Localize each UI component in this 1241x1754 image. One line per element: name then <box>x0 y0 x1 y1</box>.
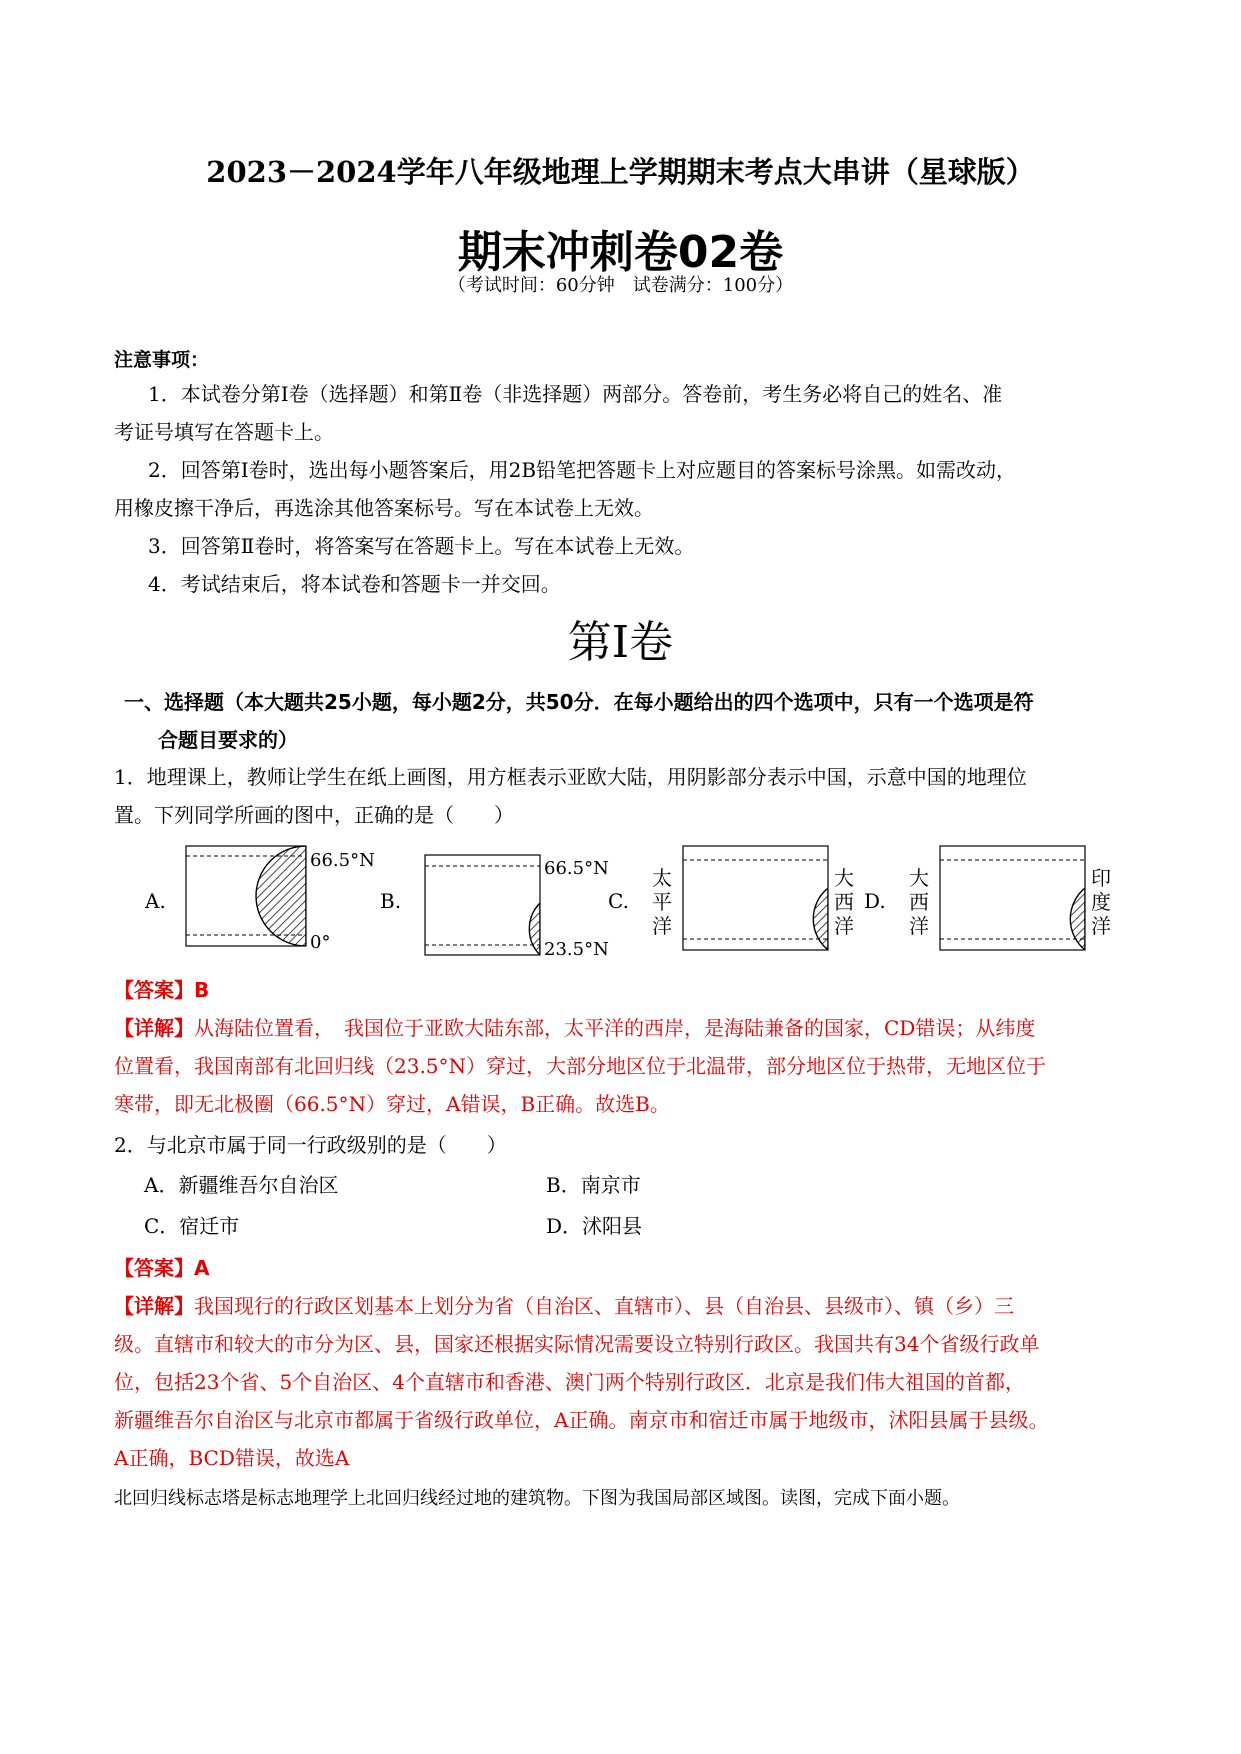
explanation-label: 【详解】 <box>114 1294 194 1318</box>
option-c-right-ocean-char: 西 <box>834 890 854 914</box>
section-heading: 一、选择题（本大题共25小题，每小题2分，共50分．在每小题给出的四个选项中，只有一个选项是符 <box>124 690 1034 714</box>
explanation-text: 从海陆位置看， 我国位于亚欧大陆东部，太平洋的西岸，是海陆兼备的国家，CD错误；从纬度 <box>194 1016 1036 1040</box>
option-b-frame <box>425 855 540 955</box>
option-d-left-ocean-char: 大 <box>909 866 929 890</box>
option-d-label: D. <box>864 889 886 913</box>
q2-stem: 2．与北京市属于同一行政级别的是（ ） <box>114 1133 507 1157</box>
q2-explanation-line: A正确，BCD错误，故选A <box>114 1446 350 1470</box>
q1-answer: 【答案】B <box>114 978 210 1002</box>
option-a-label: A. <box>145 889 166 913</box>
option-c-china-shape <box>813 888 828 950</box>
q2-option-b: B．南京市 <box>546 1173 641 1197</box>
q2-option-a: A．新疆维吾尔自治区 <box>144 1173 339 1197</box>
notice-line: 1．本试卷分第Ⅰ卷（选择题）和第Ⅱ卷（非选择题）两部分。答卷前，考生务必将自己的姓名、准 <box>148 382 1003 406</box>
notice-line: 用橡皮擦干净后，再选涂其他答案标号。写在本试卷上无效。 <box>114 496 654 520</box>
option-d-frame <box>940 846 1085 950</box>
exam-info: （考试时间：60分钟 试卷满分：100分） <box>447 275 794 296</box>
exam-title: 2023－2024学年八年级地理上学期期末考点大串讲（星球版） <box>206 155 1035 189</box>
q2-option-c: C．宿迁市 <box>144 1214 240 1238</box>
notice-line: 3．回答第Ⅱ卷时，将答案写在答题卡上。写在本试卷上无效。 <box>148 534 695 558</box>
q2-explanation-line: 级。直辖市和较大的市分为区、县，国家还根据实际情况需要设立特别行政区。我国共有34个省级行政单 <box>114 1332 1040 1356</box>
q2-explanation <box>114 1287 1014 1325</box>
option-c-left-ocean-char: 平 <box>652 890 672 914</box>
notice-heading: 注意事项： <box>114 349 210 371</box>
explanation-label: 【详解】 <box>114 1016 194 1040</box>
option-c-left-ocean-char: 太 <box>652 866 672 890</box>
exam-subtitle: 期末冲刺卷02卷 <box>457 227 784 278</box>
section-heading-cont: 合题目要求的） <box>158 728 298 752</box>
option-c-left-ocean-char: 洋 <box>652 914 672 938</box>
q1-explanation <box>114 1009 1035 1047</box>
q2-option-d: D．沭阳县 <box>546 1214 643 1238</box>
option-c-frame <box>683 846 828 950</box>
material-intro: 北回归线标志塔是标志地理学上北回归线经过地的建筑物。下图为我国局部区域图。读图，完成下面小题。 <box>114 1488 960 1509</box>
option-a-bottom-label: 0° <box>310 932 331 953</box>
option-a-top-label: 66.5°N <box>310 850 375 871</box>
q1-explanation-line: 寒带，即无北极圈（66.5°N）穿过，A错误，B正确。故选B。 <box>114 1092 670 1116</box>
option-a-china-shape <box>256 846 306 946</box>
option-c-label: C. <box>608 889 629 913</box>
option-c-right-ocean-char: 大 <box>834 866 854 890</box>
option-d-left-ocean-char: 西 <box>909 890 929 914</box>
q2-explanation-line: 位，包括23个省、5个自治区、4个直辖市和香港、澳门两个特别行政区．北京是我们伟大祖国的首都， <box>114 1370 1025 1394</box>
volume-title: 第Ⅰ卷 <box>567 617 674 668</box>
option-c-right-ocean-char: 洋 <box>834 914 854 938</box>
q1-explanation-line: 位置看，我国南部有北回归线（23.5°N）穿过，大部分地区位于北温带，部分地区位于热带，无地区位于 <box>114 1054 1047 1078</box>
notice-line: 考证号填写在答题卡上。 <box>114 420 334 444</box>
option-d-left-ocean-char: 洋 <box>909 914 929 938</box>
option-d-right-ocean-char: 印 <box>1091 866 1111 890</box>
explanation-text: 我国现行的行政区划基本上划分为省（自治区、直辖市）、县（自治县、县级市）、镇（乡）三 <box>194 1294 1014 1318</box>
q2-answer: 【答案】A <box>114 1256 210 1280</box>
notice-line: 4．考试结束后，将本试卷和答题卡一并交回。 <box>148 572 561 596</box>
option-b-bottom-label: 23.5°N <box>544 939 609 958</box>
option-d-right-ocean-char: 度 <box>1091 890 1111 914</box>
option-b-china-shape <box>529 903 540 955</box>
q2-explanation-line: 新疆维吾尔自治区与北京市都属于省级行政单位，A正确。南京市和宿迁市属于地级市，沭阳县属于县级。 <box>114 1408 1049 1432</box>
notice-line: 2．回答第Ⅰ卷时，选出每小题答案后，用2B铅笔把答题卡上对应题目的答案标号涂黑。如需改动， <box>148 458 1017 482</box>
option-b-top-label: 66.5°N <box>544 858 609 879</box>
option-d-china-shape <box>1070 888 1085 950</box>
option-d-right-ocean-char: 洋 <box>1091 914 1111 938</box>
q1-stem: 1．地理课上，教师让学生在纸上画图，用方框表示亚欧大陆，用阴影部分表示中国，示意中国的地理位 <box>114 765 1027 789</box>
option-b-label: B. <box>380 889 402 913</box>
q1-stem: 置。下列同学所画的图中，正确的是（ ） <box>114 803 514 827</box>
q1-figure <box>130 838 1130 958</box>
